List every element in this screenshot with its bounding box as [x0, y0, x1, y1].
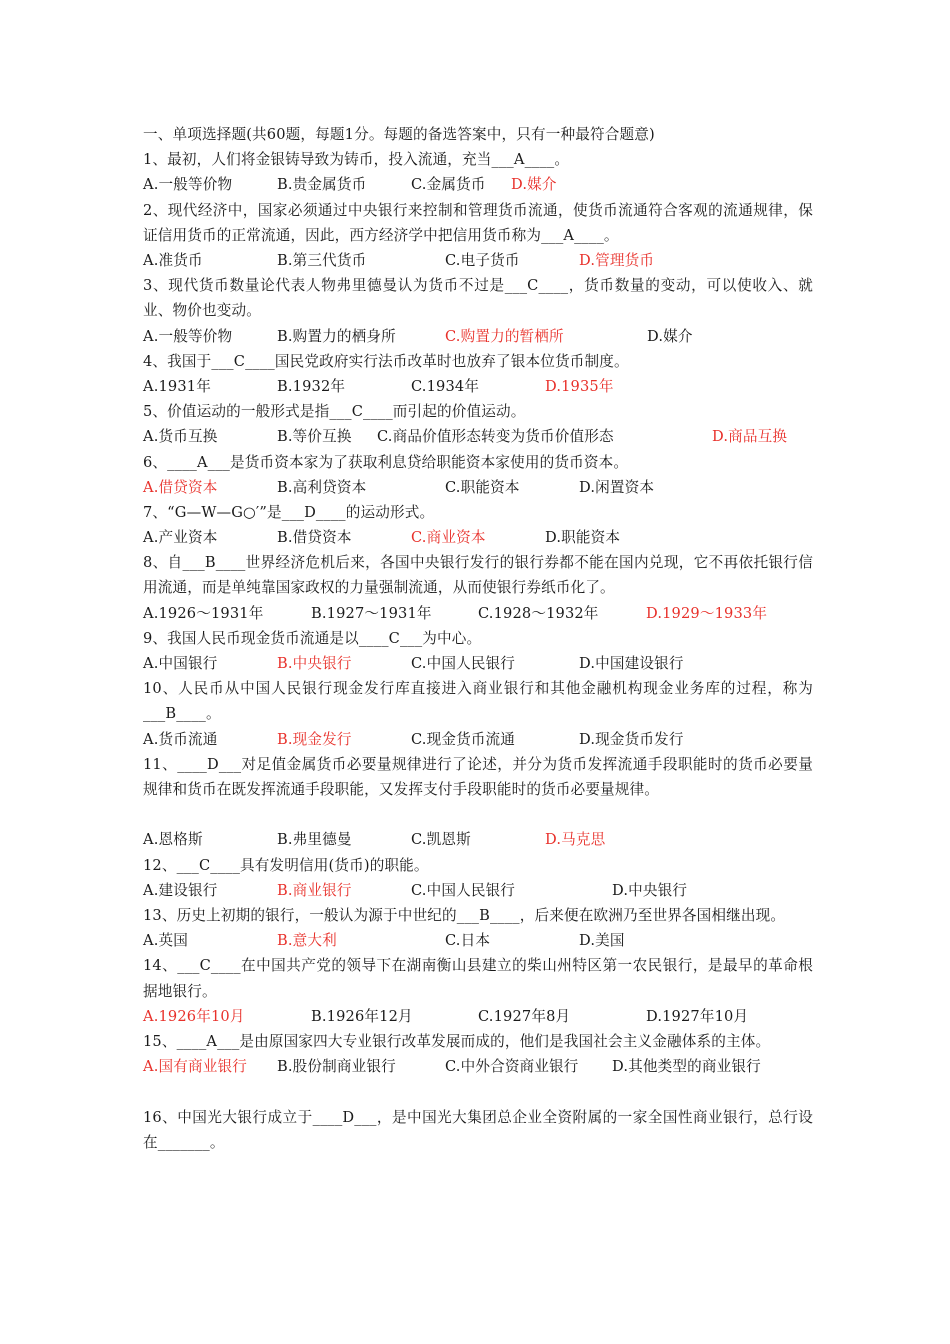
question-5: 5、价值运动的一般形式是指___C____而引起的价值运动。 [143, 403, 526, 421]
option-c: C.商品价值形态转变为货币价值形态 [377, 428, 614, 446]
question-10: 10、人民币从中国人民银行现金发行库直接进入商业银行和其他金融机构现金业务库的过程，称为___B____。 [143, 680, 813, 723]
option-c: C.职能资本 [445, 478, 520, 496]
option-d: D.闲置资本 [579, 478, 655, 496]
options-1 [143, 172, 813, 197]
question-1: 1、最初，人们将金银铸导致为铸币，投入流通，充当___A____。 [143, 151, 570, 169]
option-b: B.1932年 [277, 377, 346, 395]
option-c: C.现金货币流通 [411, 730, 516, 748]
option-b: B.1926年12月 [311, 1007, 413, 1025]
option-b-correct: B.中央银行 [277, 655, 352, 673]
option-b: B.1927～1931年 [311, 604, 432, 622]
option-d-correct: D.1935年 [545, 377, 614, 395]
option-a: A.恩格斯 [143, 831, 203, 849]
options-14 [143, 1004, 813, 1029]
option-b: B.贵金属货币 [277, 176, 367, 194]
options-9 [143, 651, 813, 676]
question-12: 12、___C____具有发明信用(货币)的职能。 [143, 856, 429, 874]
option-a: A.货币互换 [143, 428, 218, 446]
option-d: D.美国 [579, 932, 625, 950]
option-a: A.1931年 [143, 377, 211, 395]
empty-paragraph [143, 802, 813, 827]
option-c: C.1934年 [411, 377, 480, 395]
question-14: 14、___C____在中国共产党的领导下在湖南衡山县建立的柴山州特区第一农民银行，是最早的革命根据地银行。 [143, 957, 813, 1000]
option-d-correct: D.媒介 [511, 176, 557, 194]
option-a: A.英国 [143, 932, 188, 950]
question-2: 2、现代经济中，国家必须通过中央银行来控制和管理货币流通，使货币流通符合客观的流通规律，保证信用货币的正常流通，因此，西方经济学中把信用货币称为___A____。 [143, 201, 813, 244]
option-a-correct: A.1926年10月 [143, 1007, 245, 1025]
option-c: C.中国人民银行 [411, 881, 516, 899]
question-9: 9、我国人民币现金货币流通是以____C___为中心。 [143, 629, 482, 647]
option-c-correct: C.购置力的暂栖所 [445, 327, 564, 345]
options-4 [143, 374, 813, 399]
question-3: 3、现代货币数量论代表人物弗里德曼认为货币不过是___C____，货币数量的变动，可以使收入、就业、物价也变动。 [143, 277, 813, 320]
option-a: A.一般等价物 [143, 327, 233, 345]
option-d-correct: D.1929～1933年 [646, 604, 768, 622]
option-c: C.凯恩斯 [411, 831, 471, 849]
option-b: B.高利贷资本 [277, 478, 367, 496]
section-header: 一、单项选择题(共60题，每题1分。每题的备选答案中，只有一种最符合题意) [143, 126, 655, 143]
options-2 [143, 248, 813, 273]
option-c: C.1927年8月 [478, 1007, 571, 1025]
option-d: D.其他类型的商业银行 [612, 1058, 761, 1076]
option-c: C.中外合资商业银行 [445, 1058, 579, 1076]
options-13 [143, 928, 813, 953]
exam-document [143, 122, 813, 1155]
options-11 [143, 827, 813, 852]
option-a: A.货币流通 [143, 730, 218, 748]
option-b: B.股份制商业银行 [277, 1058, 396, 1076]
option-d: D.现金货币发行 [579, 730, 684, 748]
options-15 [143, 1054, 813, 1079]
option-b: B.等价互换 [277, 428, 352, 446]
option-b: B.借贷资本 [277, 529, 352, 547]
option-a-correct: A.借贷资本 [143, 478, 218, 496]
options-10 [143, 727, 813, 752]
option-c: C.金属货币 [411, 176, 486, 194]
options-7 [143, 525, 813, 550]
option-b-correct: B.商业银行 [277, 881, 352, 899]
question-6: 6、____A___是货币资本家为了获取利息贷给职能资本家使用的货币资本。 [143, 453, 629, 471]
option-a: A.1926～1931年 [143, 604, 264, 622]
options-6 [143, 475, 813, 500]
option-d: D.中国建设银行 [579, 655, 684, 673]
question-15: 15、____A___是由原国家四大专业银行改革发展而成的，他们是我国社会主义金融体系的主体。 [143, 1032, 771, 1050]
option-b: B.购置力的栖身所 [277, 327, 396, 345]
option-a: A.建设银行 [143, 881, 218, 899]
option-c: C.1928～1932年 [478, 604, 599, 622]
option-b-correct: B.现金发行 [277, 730, 352, 748]
option-a-correct: A.国有商业银行 [143, 1058, 247, 1076]
empty-paragraph [143, 1079, 813, 1104]
option-c: C.日本 [445, 932, 491, 950]
option-c-correct: C.商业资本 [411, 529, 486, 547]
question-11: 11、____D___对足值金属货币必要量规律进行了论述，并分为货币发挥流通手段职能时的货币必要量规律和货币在既发挥流通手段职能，又发挥支付手段职能时的货币必要量规律。 [143, 755, 813, 799]
option-a: A.产业资本 [143, 529, 218, 547]
question-4: 4、我国于___C____国民党政府实行法币改革时也放弃了银本位货币制度。 [143, 352, 629, 370]
option-d-correct: D.商品互换 [712, 428, 788, 446]
question-7: 7、“G—W—G○′”是___D____的运动形式。 [143, 503, 435, 521]
option-c: C.电子货币 [445, 251, 520, 269]
option-a: A.准货币 [143, 251, 203, 269]
option-d-correct: D.马克思 [545, 831, 606, 849]
option-d: D.中央银行 [612, 881, 688, 899]
option-a: A.中国银行 [143, 655, 218, 673]
option-c: C.中国人民银行 [411, 655, 516, 673]
option-a: A.一般等价物 [143, 176, 233, 194]
options-8 [143, 601, 813, 626]
option-d: D.媒介 [647, 327, 693, 345]
options-5 [143, 424, 813, 449]
option-d: D.1927年10月 [646, 1007, 749, 1025]
question-16: 16、中国光大银行成立于____D___，是中国光大集团总企业全资附属的一家全国性商业银行，总行设在_______。 [143, 1108, 813, 1151]
option-b-correct: B.意大利 [277, 932, 337, 950]
option-b: B.弗里德曼 [277, 831, 352, 849]
option-d: D.职能资本 [545, 529, 621, 547]
question-8: 8、自___B____世界经济危机后来，各国中央银行发行的银行券都不能在国内兑现，它不再依托银行信用流通，而是单纯靠国家政权的力量强制流通，从而使银行券纸币化了。 [143, 554, 813, 597]
option-b: B.第三代货币 [277, 251, 367, 269]
options-3 [143, 324, 813, 349]
question-13: 13、历史上初期的银行，一般认为源于中世纪的___B____，后来便在欧洲乃至世界各国相继出现。 [143, 906, 786, 924]
option-d-correct: D.管理货币 [579, 251, 655, 269]
options-12 [143, 878, 813, 903]
